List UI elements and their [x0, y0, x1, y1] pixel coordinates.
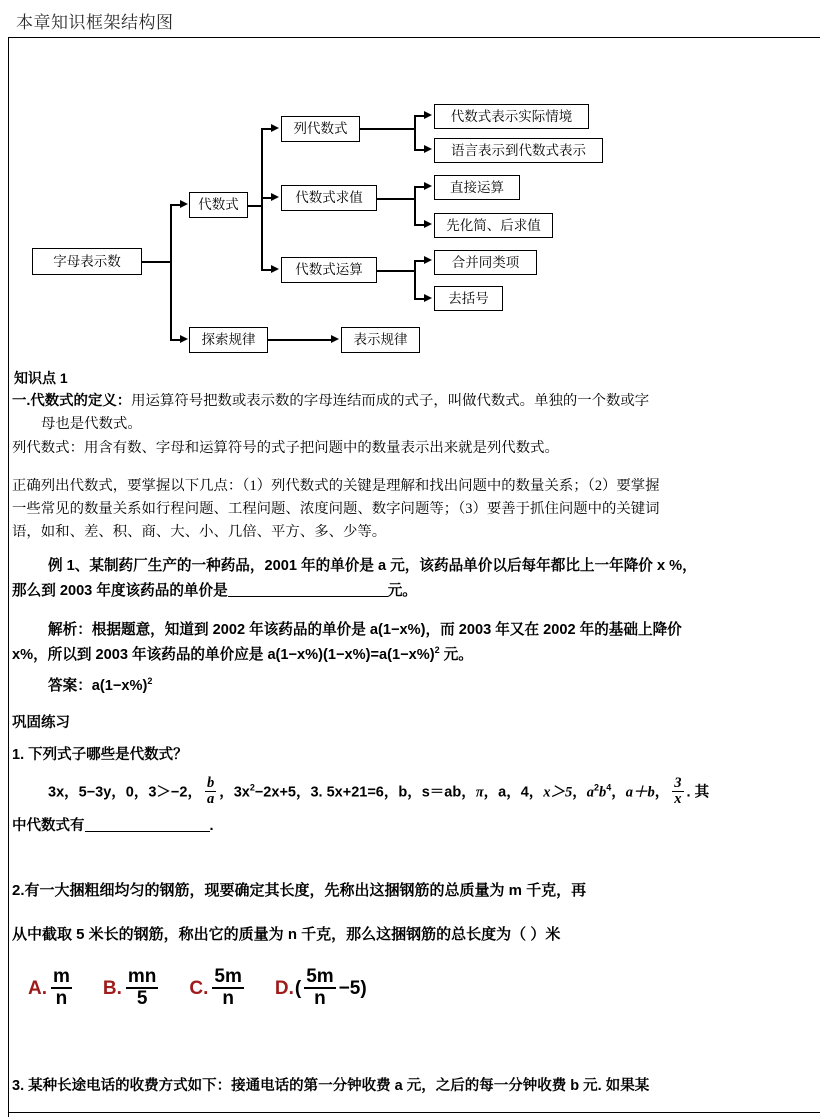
q1-items-g: . 其 — [686, 784, 710, 801]
diagram-arrow-zhijie — [424, 182, 432, 190]
choice-b-fraction: $\frac{mn}{5}$ — [127, 966, 157, 1009]
diagram-node-yunsuan: 代数式运算 — [281, 257, 377, 283]
q1-power-b: b — [599, 784, 607, 801]
choice-b-label: B. — [102, 977, 122, 999]
analysis-text-1: 根据题意，知道到 2002 年该药品的单价是 a(1−x%)，而 2003 年又在 2002 年的基础上降价 — [91, 622, 682, 638]
analysis-text-2-post: 元。 — [439, 647, 473, 663]
q1-exponent-2: 2 — [249, 782, 255, 793]
diagram-connector-lie-out — [360, 128, 415, 130]
choice-a[interactable] — [28, 968, 75, 1010]
lie-text: 用含有数、字母和运算符号的式子把问题中的数量表示出来就是列代数式。 — [83, 440, 559, 456]
choice-d[interactable] — [275, 968, 367, 1010]
page-title: 本章知识框架结构图 — [16, 13, 174, 32]
diagram-node-huajian: 先化简、后求值 — [434, 213, 553, 238]
knowledge-heading: 知识点 1 — [14, 370, 68, 386]
question-1-expressions — [48, 777, 709, 808]
diagram-arrow-yunsuan — [271, 265, 279, 273]
lie-definition-line — [12, 438, 559, 458]
answer-exponent: 2 — [147, 676, 153, 687]
q1-items-e: ， — [611, 784, 626, 801]
page-top-rule — [8, 37, 820, 38]
diagram-node-kuohao: 去括号 — [434, 286, 503, 311]
question-3-line-1: 3. 某种长途电话的收费方式如下：接通电话的第一分钟收费 a 元，之后的每一分钟收费 b 元. 如果某 — [12, 1078, 650, 1094]
q1-items-d: ， — [572, 784, 587, 801]
diagram-node-tansuo: 探索规律 — [189, 327, 268, 353]
diagram-node-lie: 列代数式 — [281, 116, 360, 142]
answer-label: 答案： — [48, 678, 92, 694]
diagram-arrow-lie — [271, 124, 279, 132]
definition-text: 用运算符号把数或表示数的字母连结而成的式子，叫做代数式。单独的一个数或字 — [131, 393, 650, 409]
diagram-split-lie — [414, 116, 416, 151]
example-line-2-pre: 那么到 2003 年度该药品的单价是 — [12, 583, 228, 599]
analysis-line-1 — [48, 620, 682, 640]
tips-line-2: 一些常见的数量关系如行程问题、工程问题、浓度问题、数字问题等；（3）要善于抓住问题中的关键词 — [12, 501, 660, 517]
diagram-node-root: 字母表示数 — [32, 248, 142, 275]
diagram-arrow-yuyan — [424, 145, 432, 153]
choice-a-label: A. — [28, 977, 47, 999]
answer-line — [48, 676, 152, 696]
q1-sum-ab: a＋b — [625, 784, 655, 801]
answer-expression: a(1−x%) — [91, 678, 148, 694]
q1-items-a: 3x，5−3y，0，3＞−2， — [48, 784, 202, 801]
diagram-node-qingjing: 代数式表示实际情境 — [434, 104, 589, 129]
diagram-connector-yunsuan-out — [377, 270, 415, 272]
knowledge-framework-diagram — [0, 95, 827, 365]
diagram-split-yunsuan — [414, 261, 416, 299]
analysis-line-2 — [12, 645, 473, 665]
choice-c-label: C. — [189, 977, 209, 999]
q1-inequality: x＞5 — [543, 784, 573, 801]
definition-label: 一.代数式的定义： — [12, 393, 132, 409]
diagram-node-daishushi: 代数式 — [189, 192, 248, 218]
choice-c[interactable] — [189, 968, 246, 1010]
diagram-trunk-vertical — [170, 205, 172, 340]
diagram-node-qiuzhi: 代数式求值 — [281, 185, 377, 211]
question-2-line-1: 2.有一大捆粗细均匀的钢筋，现要确定其长度，先称出这捆钢筋的总质量为 m 千克，再 — [12, 882, 587, 899]
practice-heading: 巩固练习 — [12, 715, 70, 731]
q1-items-b-rest: −2x+5，3. 5x+21=6，b，s＝ab， — [254, 784, 476, 801]
diagram-connector-tansuo-out — [268, 339, 332, 341]
choice-d-suffix: −5) — [338, 977, 367, 999]
q1-pi-symbol: π — [475, 784, 484, 801]
choice-c-fraction: $\frac{5m}{n}$ — [214, 966, 242, 1009]
analysis-text-2: x%，所以到 2003 年该药品的单价应是 a(1−x%)(1−x%)=a(1−x%) — [12, 647, 435, 663]
definition-line-1 — [12, 391, 649, 411]
q1-power-b-exponent: 4 — [606, 782, 612, 793]
diagram-arrow-tansuo — [180, 335, 188, 343]
page-bottom-rule — [8, 1112, 820, 1113]
lie-label: 列代数式： — [12, 440, 84, 456]
q1-answer-suffix: . — [209, 818, 214, 834]
diagram-connector-qiuzhi-out — [377, 198, 415, 200]
choice-b[interactable] — [103, 968, 162, 1010]
q1-items-c: ，a，4， — [483, 784, 544, 801]
q1-items-b: ，3x — [219, 784, 250, 801]
diagram-arrow-qingjing — [424, 111, 432, 119]
definition-line-2: 母也是代数式。 — [41, 416, 142, 432]
q1-power-a-exponent: 2 — [594, 782, 600, 793]
choice-d-fraction: $\frac{5m}{n}$ — [306, 966, 334, 1009]
diagram-arrow-huajian — [424, 220, 432, 228]
example-line-1: 例 1、某制药厂生产的一种药品，2001 年的单价是 a 元，该药品单价以后每年都比上一年降价 x %， — [48, 558, 697, 574]
question-1-answer-line — [12, 816, 214, 836]
diagram-connector-root-out — [142, 261, 171, 263]
diagram-level2-vertical — [261, 129, 263, 270]
diagram-arrow-biaoshi — [331, 335, 339, 343]
analysis-exponent: 2 — [434, 645, 440, 656]
q1-power-a: a — [586, 784, 595, 801]
example-line-2 — [12, 581, 417, 601]
q1-items-f: ， — [654, 784, 670, 801]
choice-a-fraction: $\frac{m}{n}$ — [53, 966, 70, 1009]
question-2-line-2: 从中截取 5 米长的钢筋，称出它的质量为 n 千克，那么这捆钢筋的总长度为（ ）米 — [12, 926, 561, 943]
analysis-label: 解析： — [48, 622, 92, 638]
diagram-node-hebing: 合并同类项 — [434, 250, 537, 275]
diagram-node-biaoshi: 表示规律 — [341, 327, 420, 353]
answer-blank-example[interactable] — [228, 596, 388, 597]
example-line-2-post: 元。 — [387, 583, 417, 599]
question-2-choices — [28, 968, 367, 1010]
diagram-node-yuyan: 语言表示到代数式表示 — [434, 138, 603, 163]
tips-line-1: 正确列出代数式，要掌握以下几点：（1）列代数式的关键是理解和找出问题中的数量关系；（2）要掌握 — [12, 478, 660, 494]
diagram-arrow-hebing — [424, 256, 432, 264]
diagram-arrow-qiuzhi — [271, 193, 279, 201]
q1-answer-prefix: 中代数式有 — [12, 818, 85, 834]
diagram-connector-daishushi-out — [248, 205, 262, 207]
q1-fraction-3-over-x: $\frac{3}{x}$ — [674, 775, 682, 808]
answer-blank-q1[interactable] — [85, 831, 210, 832]
diagram-split-qiuzhi — [414, 187, 416, 226]
diagram-arrow-kuohao — [424, 294, 432, 302]
q1-fraction-b-over-a: $\frac{b}{a}$ — [206, 775, 215, 808]
diagram-node-zhijie: 直接运算 — [434, 175, 520, 200]
question-1-stem: 1. 下列式子哪些是代数式？ — [12, 747, 188, 763]
choice-d-open-paren: ( — [294, 977, 302, 999]
choice-d-label: D. — [274, 977, 294, 999]
tips-line-3: 语，如和、差、积、商、大、小、几倍、平方、多、少等。 — [12, 524, 387, 540]
diagram-arrow-daishushi — [180, 200, 188, 208]
